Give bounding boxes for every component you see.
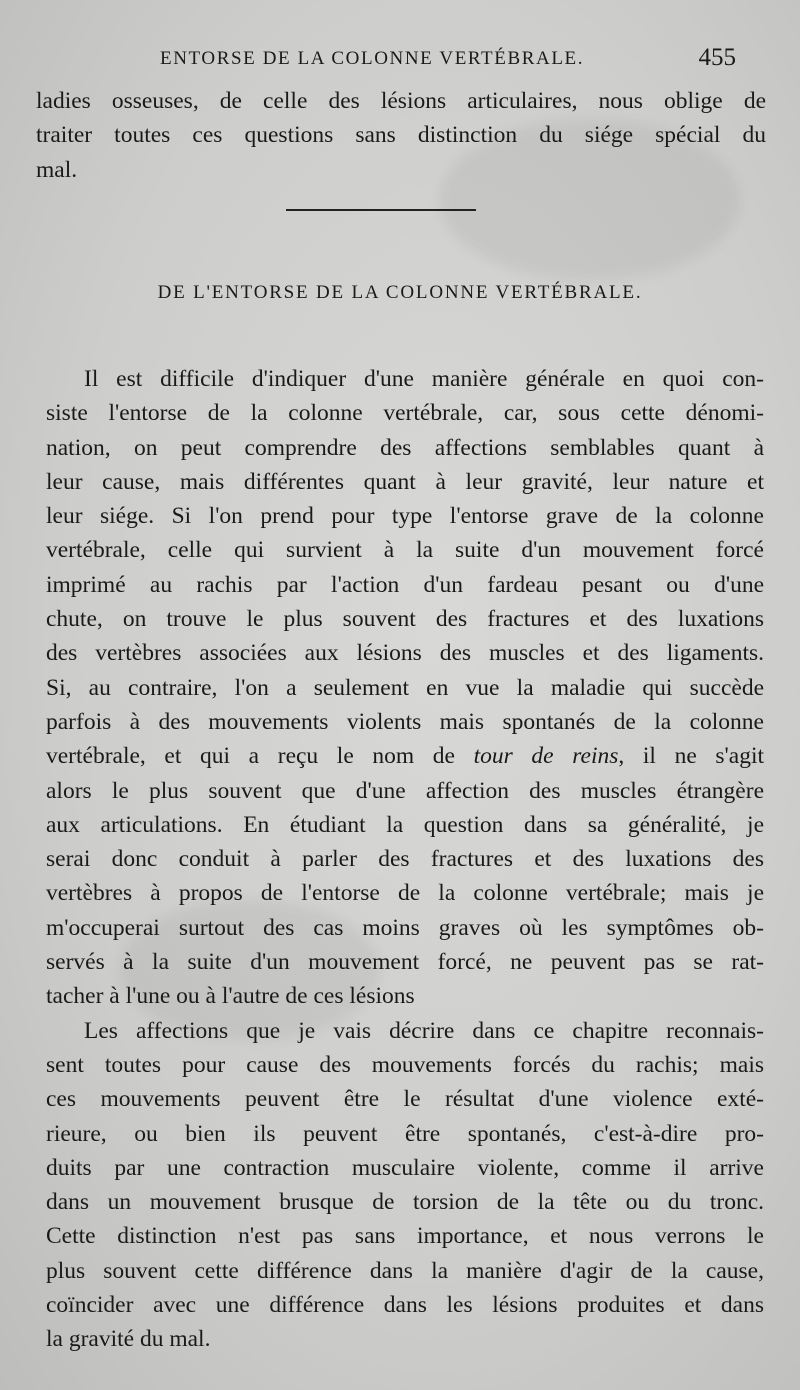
text-line: serai donc conduit à parler des fractures et des luxations des	[46, 846, 764, 873]
text-line: m'occuperai surtout des cas moins graves où les symptômes ob-	[46, 914, 764, 941]
text-line	[46, 739, 764, 773]
text-line: mal.	[36, 156, 78, 183]
text-segment: vertébrale, et qui a reçu le nom de	[46, 743, 474, 770]
text-line: parfois à des mouvements violents mais spontanés de la colonne	[46, 708, 764, 735]
running-head	[0, 44, 800, 74]
page-number: 455	[698, 44, 736, 71]
text-line: des vertèbres associées aux lésions des muscles et des ligaments.	[46, 640, 764, 667]
continued-paragraph	[36, 84, 766, 187]
text-line: imprimé au rachis par l'action d'un fardeau pesant ou d'une	[46, 571, 764, 598]
text-line: Les affections que je vais décrire dans ce chapitre reconnais-	[84, 1017, 764, 1044]
section-title: DE L'ENTORSE DE LA COLONNE VERTÉBRALE.	[157, 282, 643, 303]
text-line: ces mouvements peuvent être le résultat d'une violence exté-	[46, 1086, 764, 1113]
text-line: alors le plus souvent que d'une affection des muscles étrangère	[46, 777, 764, 804]
text-segment: , il ne s'agit	[618, 743, 764, 770]
text-line: Si, au contraire, l'on a seulement en vue la maladie qui succède	[46, 674, 764, 701]
text-line: Cette distinction n'est pas sans importance, et nous verrons le	[46, 1223, 764, 1250]
text-line: leur siége. Si l'on prend pour type l'entorse grave de la colonne	[46, 503, 764, 530]
text-line: plus souvent cette différence dans la manière d'agir de la cause,	[46, 1257, 764, 1284]
text-line: siste l'entorse de la colonne vertébrale, car, sous cette dénomi-	[46, 400, 764, 427]
paragraph-2	[46, 1014, 764, 1357]
main-text	[46, 362, 764, 1357]
text-line: aux articulations. En étudiant la question dans sa généralité, je	[46, 811, 764, 838]
text-line: vertèbres à propos de l'entorse de la colonne vertébrale; mais je	[46, 880, 764, 907]
text-line: Il est difficile d'indiquer d'une manière générale en quoi con-	[84, 366, 764, 392]
text-line: ladies osseuses, de celle des lésions articulaires, nous oblige de	[36, 88, 766, 114]
text-line: nation, on peut comprendre des affections semblables quant à	[46, 434, 764, 461]
section-divider	[286, 209, 476, 211]
text-line: la gravité du mal.	[46, 1326, 211, 1353]
paragraph-1	[46, 362, 764, 1014]
text-line: dans un mouvement brusque de torsion de la tête ou du tronc.	[46, 1189, 764, 1216]
text-line: rieure, ou bien ils peuvent être spontanés, c'est-à-dire pro-	[46, 1120, 764, 1147]
text-line: tacher à l'une ou à l'autre de ces lésions	[46, 983, 415, 1010]
text-line: coïncider avec une différence dans les lésions produites et dans	[46, 1292, 764, 1319]
text-line: chute, on trouve le plus souvent des fractures et des luxations	[46, 606, 764, 633]
text-line: leur cause, mais différentes quant à leur gravité, leur nature et	[46, 468, 764, 495]
running-title: ENTORSE DE LA COLONNE VERTÉBRALE.	[160, 48, 585, 69]
text-line: traiter toutes ces questions sans distinction du siége spécial du	[36, 122, 766, 149]
text-line: sent toutes pour cause des mouvements forcés du rachis; mais	[46, 1051, 764, 1078]
text-line: duits par une contraction musculaire violente, comme il arrive	[46, 1154, 764, 1181]
text-line: servés à la suite d'un mouvement forcé, ne peuvent pas se rat-	[46, 949, 764, 976]
text-line: vertébrale, celle qui survient à la suite d'un mouvement forcé	[46, 537, 764, 564]
italic-term: tour de reins	[473, 743, 619, 770]
